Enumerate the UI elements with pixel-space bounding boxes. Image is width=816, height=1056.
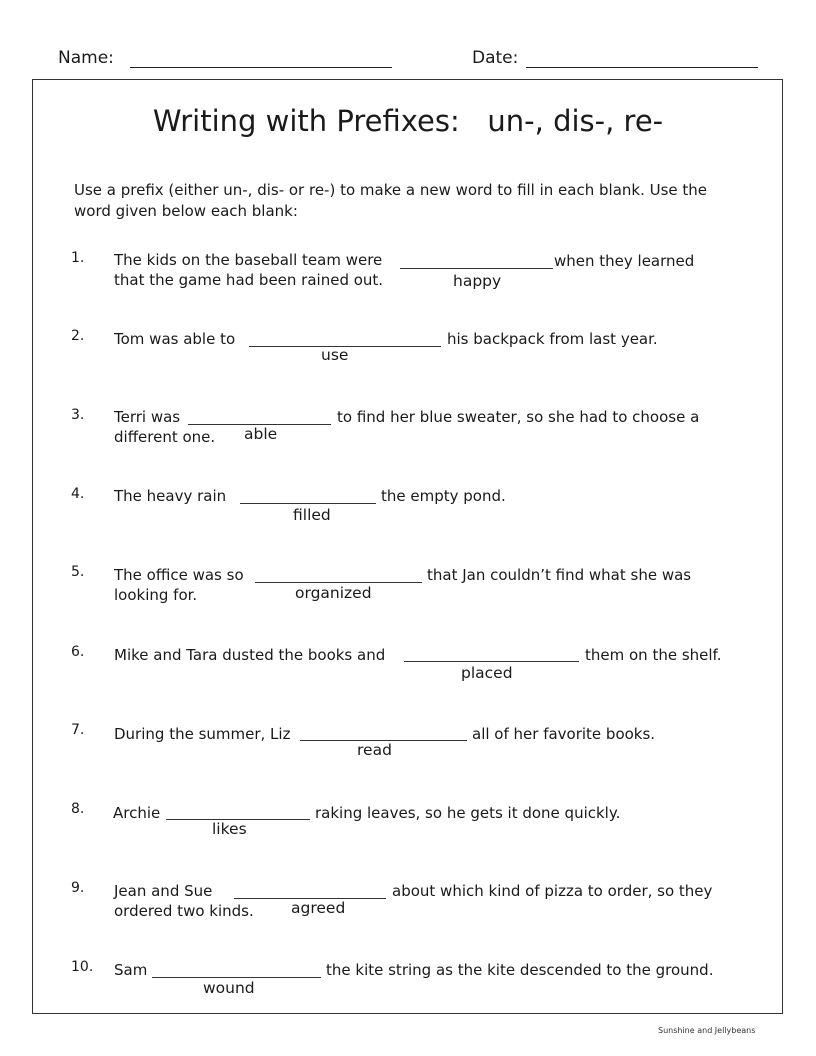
base-word: likes [212, 820, 247, 838]
sentence-end: all of her favorite books. [472, 725, 656, 743]
sentence-end: that Jan couldn’t find what she was [427, 566, 692, 584]
sentence-start: Jean and Sue [114, 882, 213, 900]
sentence-end: to find her blue sweater, so she had to choose a [337, 408, 700, 426]
sentence-end: raking leaves, so he gets it done quickly. [315, 804, 621, 822]
base-word: use [321, 346, 349, 364]
sentence-start: Sam [114, 961, 148, 979]
sentence-line2: that the game had been rained out. [114, 271, 384, 289]
footer-credit: Sunshine and Jellybeans [658, 1026, 756, 1035]
answer-blank[interactable] [404, 661, 579, 662]
name-label: Name: [58, 48, 114, 68]
sentence-end: about which kind of pizza to order, so they [392, 882, 713, 900]
sentence-start: Terri was [114, 408, 181, 426]
question-number: 7. [71, 722, 85, 738]
base-word: placed [461, 664, 513, 682]
answer-blank[interactable] [255, 582, 422, 583]
sentence-end: when they learned [554, 252, 695, 270]
date-label: Date: [472, 48, 519, 68]
sentence-end: his backpack from last year. [447, 330, 658, 348]
name-line[interactable] [130, 67, 392, 68]
base-word: read [357, 741, 392, 759]
base-word: organized [295, 584, 372, 602]
sentence-line2: looking for. [114, 586, 198, 604]
question-number: 5. [71, 564, 85, 580]
answer-blank[interactable] [240, 503, 376, 504]
sentence-start: Tom was able to [114, 330, 236, 348]
base-word: agreed [291, 899, 346, 917]
sentence-line2: ordered two kinds. [114, 902, 254, 920]
base-word: able [244, 425, 278, 443]
worksheet-title: Writing with Prefixes: un-, dis-, re- [152, 104, 664, 138]
question-number: 6. [71, 644, 85, 660]
question-number: 8. [71, 801, 85, 817]
instructions: Use a prefix (either un-, dis- or re-) to make a new word to fill in each blank. Use the word given below each blank: [74, 181, 708, 220]
sentence-start: Archie [113, 804, 161, 822]
date-line[interactable] [526, 67, 758, 68]
sentence-start: Mike and Tara dusted the books and [114, 646, 386, 664]
sentence-start: The heavy rain [114, 487, 227, 505]
question-number: 1. [71, 250, 85, 266]
sentence-start: The kids on the baseball team were [114, 251, 383, 269]
question-number: 2. [71, 328, 85, 344]
base-word: wound [203, 979, 255, 997]
answer-blank[interactable] [152, 977, 321, 978]
question-number: 10. [71, 959, 94, 975]
base-word: filled [293, 506, 331, 524]
answer-blank[interactable] [400, 268, 553, 269]
sentence-start: During the summer, Liz [114, 725, 291, 743]
sentence-end: them on the shelf. [585, 646, 722, 664]
name-field[interactable] [58, 48, 114, 68]
question-number: 4. [71, 486, 85, 502]
date-field[interactable] [472, 48, 518, 68]
sentence-start: The office was so [114, 566, 244, 584]
sentence-line2: different one. [114, 428, 216, 446]
sentence-end: the empty pond. [381, 487, 506, 505]
question-number: 9. [71, 880, 85, 896]
base-word: happy [453, 272, 502, 290]
sentence-end: the kite string as the kite descended to the ground. [326, 961, 714, 979]
question-number: 3. [71, 407, 85, 423]
